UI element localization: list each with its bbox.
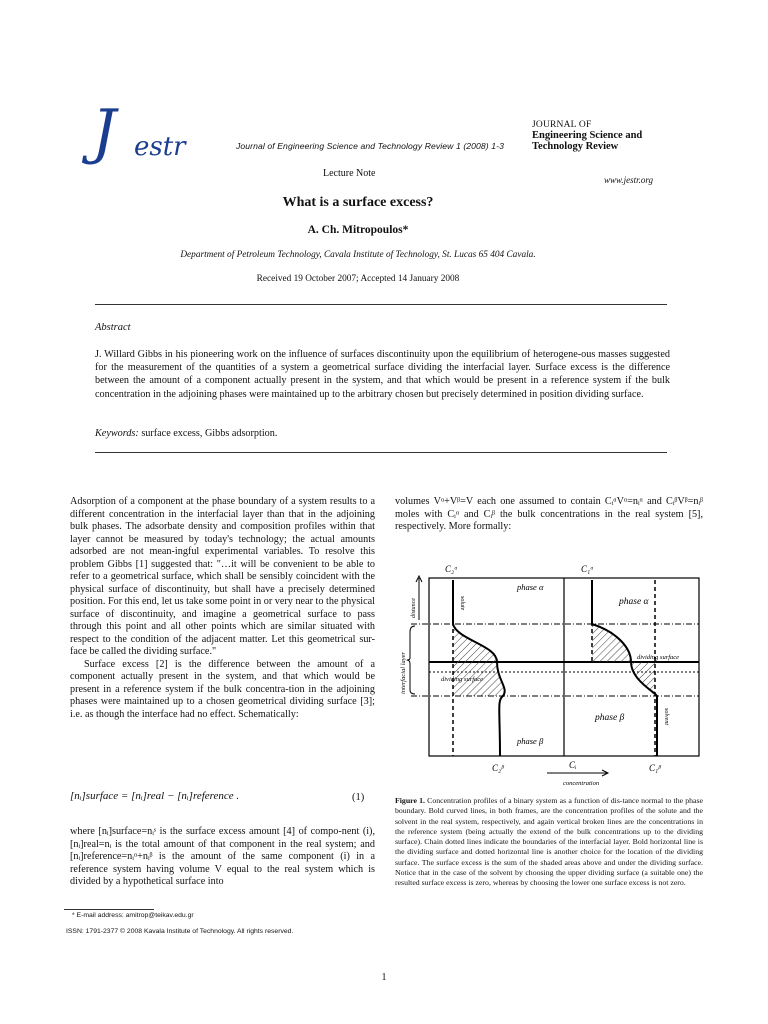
label-c1-alpha: C₁ᵅ	[581, 564, 594, 574]
label-phase-alpha-right: phase α	[619, 597, 649, 607]
footnote-email: * E-mail address: amitrop@teikav.edu.gr	[72, 912, 194, 919]
journal-box-line-2: Engineering Science and	[532, 130, 643, 141]
interfacial-brace	[407, 626, 415, 694]
paragraph-right: volumes Vᵅ+Vᵝ=V each one assumed to contain CᵢᵅVᵅ=nᵢᵅ and CᵢᵝVᵝ=nᵢᵝ moles with Cᵢᵅ and Cᵢᵝ the bulk concentrations in the real system [5], respectively. More formally:	[395, 496, 703, 532]
label-c1-beta: C₁ᵝ	[649, 763, 661, 773]
article-title: What is a surface excess?	[282, 195, 434, 210]
keywords-label: Keywords:	[95, 428, 139, 439]
label-ci: Cᵢ	[569, 760, 577, 770]
logo-j: J	[92, 97, 117, 167]
keywords	[95, 428, 277, 439]
label-phase-alpha-left: phase α	[517, 582, 544, 592]
keywords-text: surface excess, Gibbs adsorption.	[141, 428, 278, 439]
journal-logo	[92, 97, 197, 182]
article-author: A. Ch. Mitropoulos*	[307, 224, 409, 236]
journal-name-box	[532, 120, 642, 152]
journal-box-line-1: JOURNAL OF	[532, 120, 592, 130]
body-right-column	[395, 496, 703, 534]
label-phase-beta-right: phase β	[595, 713, 625, 723]
label-phase-beta-left: phase β	[517, 736, 544, 746]
label-concentration: concentration	[563, 780, 600, 787]
top-divider	[95, 304, 667, 305]
received-dates: Received 19 October 2007; Accepted 14 January 2008	[256, 274, 460, 284]
paragraph-2: Surface excess [2] is the difference between the amount of a component actually present in the system, and that which would be present in a reference system if the bulk concentra-tion in the adjoining phases were maintained up to a chosen geometrical dividing surface [3]; i.e. as though the interface had no effect. Schematically:	[70, 658, 375, 720]
footnote-issn: ISSN: 1791-2377 © 2008 Kavala Institute of Technology. All rights reserved.	[66, 928, 294, 935]
label-c2-alpha: C₂ᵅ	[445, 564, 458, 574]
figure-caption-label: Figure 1.	[395, 796, 425, 805]
author-affiliation: Department of Petroleum Technology, Cavala Institute of Technology, St. Lucas 65 404 Cavala.	[180, 250, 536, 260]
concentration-profile-figure	[397, 560, 707, 788]
label-interfacial-layer: interfacial layer	[400, 651, 407, 694]
label-solvent: solvent	[663, 708, 669, 725]
label-c2-beta: C₂ᵝ	[492, 763, 504, 773]
body-left-column-bottom	[70, 826, 375, 889]
equation-number: (1)	[352, 792, 365, 803]
paragraph-3: where [nᵢ]surface=nᵢˢ is the surface excess amount [4] of compo-nent (i), [nᵢ]real=nᵢ is the total amount of that component in the real system; and [nᵢ]reference=nᵢᵅ+nᵢᵝ is the amount of the same component (i) in a reference system having volume V equal to the real system which is divided by a hypothetical surface into	[70, 826, 375, 887]
solvent-excess-above	[592, 624, 631, 662]
journal-url[interactable]: www.jestr.org	[604, 175, 654, 185]
abstract-text: J. Willard Gibbs in his pioneering work on the influence of surfaces discontinuity upon the equilibrium of heterogene-ous masses suggested for the measurement of the quantities of a system a geometrical surface dividing the interfacial layer. Surface excess is the difference between the amount of a component actually present in the system, and that which would be present in a reference system if the bulk concentration in the adjoining phases were maintained up to the arbitrary chosen but precisely determined in position dividing surface.	[95, 349, 670, 400]
figure-caption-text: Concentration profiles of a binary system as a function of dis-tance normal to the phase boundary. Bold curved lines, in both frames, are the concentration profiles of the solute and the solvent in the real system, respectively, and again vertical broken lines are the concentrations in the reference system (being actually the extend of the bulk concentrations up to the dividing surface). Chain dotted lines indicate the boundaries of the interfacial layer. Bold horizontal line is the dividing surface and dotted horizontal line is another choice for the location of the dividing surface. The surface excess is the sum of the shaded areas above and under the dividing surface. Notice that in the case of the solvent by choosing the upper dividing surface (a suitable one) the resulted surface excess is zero, whereas by choosing the lower one surface excess is not zero.	[395, 796, 704, 888]
footnote-divider	[64, 909, 154, 910]
label-dividing-surface-right: dividing surface	[637, 654, 680, 661]
label-solute: solute	[459, 596, 465, 611]
lecture-note-label: Lecture Note	[323, 168, 376, 179]
paragraph-1: Adsorption of a component at the phase boundary of a system results to a different concentration in the interfacial layer than that in the adjoining bulk phases. The adsorbate density and composition profiles within that layer cannot be measured by today's technology; the actual amounts adsorbed are not mean-ingful experimental variables. To resolve this problem Gibbs [1] suggested that: "…it will be convenient to be able to refer to a geometrical surface, which shall be sensibly coincident with the physical surface of discontinuity, but shall have a precisely determined position. For this end, let us take some point in or very near to the physical surface of discontinuity, and imagine a geometrical surface to pass through this point and all other points which are similar situated with respect to the condition of the adjacent matter. Let this geometrical sur-face be called the dividing surface."	[70, 496, 375, 657]
label-distance: distance	[411, 598, 417, 618]
equation-1: [nᵢ]surface = [nᵢ]real − [nᵢ]reference .	[70, 790, 240, 802]
page-number: 1	[381, 972, 387, 983]
figure-caption	[395, 796, 703, 889]
journal-citation: Journal of Engineering Science and Technology Review 1 (2008) 1-3	[236, 141, 504, 151]
logo-estr: estr	[134, 132, 186, 162]
bottom-divider	[95, 452, 667, 453]
journal-box-line-3: Technology Review	[532, 141, 619, 152]
solute-excess-above	[453, 624, 497, 662]
label-dividing-surface-left: dividing surface	[441, 676, 484, 683]
body-left-column	[70, 496, 375, 721]
abstract-heading: Abstract	[95, 322, 131, 333]
